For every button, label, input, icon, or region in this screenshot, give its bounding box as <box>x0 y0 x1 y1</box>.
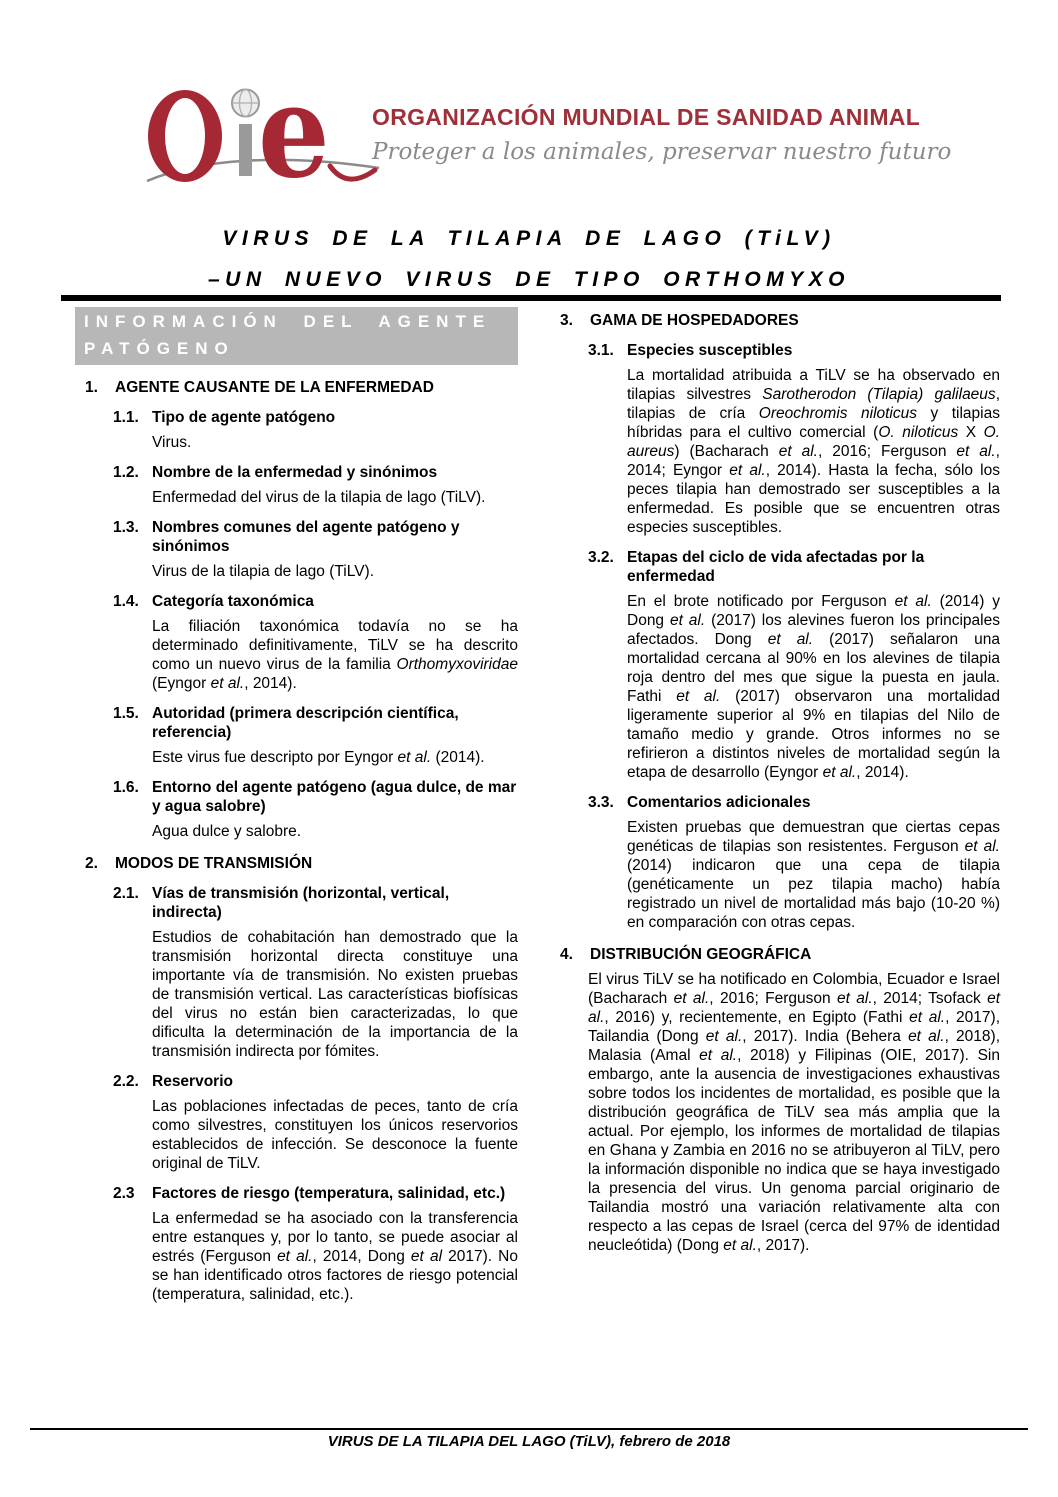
document-title <box>0 218 1058 300</box>
heading-number: 1.6. <box>113 779 139 796</box>
section-banner: INFORMACIÓN DEL AGENTE PATÓGENO <box>75 307 518 365</box>
heading-text: Categoría taxonómica <box>152 593 314 610</box>
subsection-heading <box>113 1184 518 1203</box>
heading-number: 3.2. <box>588 549 614 566</box>
section-heading <box>85 378 518 397</box>
paragraph: Este virus fue descripto por Eyngor et al. (2014). <box>152 749 485 766</box>
content-columns <box>85 307 1000 1311</box>
section-heading <box>560 945 1000 964</box>
paragraph: Existen pruebas que demuestran que ciertas cepas genéticas de tilapias son resistentes. Ferguson et al. (2014) indicaron que una cepa de tilapia (genéticamente un pez tilapia macho) había registrado un nivel de mortalidad más bajo (10-20 %) en comparación con otras cepas. <box>627 819 1000 931</box>
footer-text: VIRUS DE LA TILAPIA DEL LAGO (TiLV), febrero de 2018 <box>327 1433 731 1450</box>
subsection-heading <box>113 884 518 922</box>
org-name: ORGANIZACIÓN MUNDIAL DE SANIDAD ANIMAL <box>372 104 921 130</box>
section-heading <box>85 854 518 873</box>
title-line-2: –UN NUEVO VIRUS DE TIPO ORTHOMYXO <box>207 268 850 291</box>
heading-number: 3.1. <box>588 342 614 359</box>
subsection-heading <box>113 1072 518 1091</box>
title-line-1: VIRUS DE LA TILAPIA DE LAGO (TiLV) <box>222 227 836 250</box>
left-column <box>85 307 518 1311</box>
subsection-heading <box>588 341 1000 360</box>
heading-text: Nombre de la enfermedad y sinónimos <box>152 464 438 481</box>
paragraph: Enfermedad del virus de la tilapia de lago (TiLV). <box>152 489 486 506</box>
oie-logo-graphic <box>146 82 381 197</box>
paragraph: Estudios de cohabitación han demostrado que la transmisión horizontal directa constituye una importante vía de transmisión. No existen pruebas de transmisión vertical. Las características biofísicas del virus no están bien caracterizadas, lo que dificulta la determinación de la importancia de la transmisión indirecta por fómites. <box>152 929 518 1060</box>
subsection-heading <box>113 463 518 482</box>
heading-text: Vías de transmisión (horizontal, vertical, indirecta) <box>152 885 450 921</box>
heading-number: 3. <box>560 312 573 329</box>
heading-text: AGENTE CAUSANTE DE LA ENFERMEDAD <box>115 379 434 396</box>
right-column <box>560 307 1000 1262</box>
paragraph: Virus de la tilapia de lago (TiLV). <box>152 563 374 580</box>
subsection-heading <box>113 408 518 427</box>
subsection-heading <box>113 518 518 556</box>
paragraph: La mortalidad atribuida a TiLV se ha observado en tilapias silvestres Sarotherodon (Tilapia) galilaeus, tilapias de cría Oreochromis niloticus y tilapias híbridas para el cultivo comercial (O. niloticus X O. aureus) (Bacharach et al., 2016; Ferguson et al., 2014; Eyngor et al., 2014). Hasta la fecha, sólo los peces tilapia han demostrado ser susceptibles a la enfermedad. Es posible que se encuentren otras especies susceptibles. <box>627 367 1000 536</box>
heading-text: Autoridad (primera descripción científica, referencia) <box>152 705 459 741</box>
heading-number: 1.3. <box>113 519 139 536</box>
heading-text: MODOS DE TRANSMISIÓN <box>115 855 313 872</box>
paragraph: Virus. <box>152 434 192 451</box>
title-rule <box>61 295 1001 301</box>
heading-number: 4. <box>560 946 573 963</box>
paragraph: El virus TiLV se ha notificado en Colombia, Ecuador e Israel (Bacharach et al., 2016; Ferguson et al., 2014; Tsofack et al., 2016) y, recientemente, en Egipto (Fathi et al., 2017), Tailandia (Dong et al., 2017). India (Behera et al., 2018), Malasia (Amal et al., 2018) y Filipinas (OIE, 2017). Sin embargo, ante la ausencia de investigaciones exhaustivas sobre todos los incidentes de mortalidad, es posible que la distribución geográfica de TiLV sea más amplia que la actual. Por ejemplo, los informes de mortalidad de tilapias en Ghana y Zambia en 2016 no se atribuyeron al TiLV, pero la información disponible no indica que se haya investigado la presencia del virus. Un genoma parcial originario de Tailandia mostró una variación relativamente alta con respecto a las cepas de Israel (cerca del 97% de identidad neucleótida) (Dong et al., 2017). <box>588 971 1001 1254</box>
heading-number: 1.1. <box>113 409 139 426</box>
heading-text: Nombres comunes del agente patógeno y sinónimos <box>152 519 460 555</box>
paragraph: La enfermedad se ha asociado con la transferencia entre estanques y, por lo tanto, se puede asociar al estrés (Ferguson et al., 2014, Dong et al 2017). No se han identificado otros factores de riesgo potencial (temperatura, salinidad, etc.). <box>152 1210 518 1303</box>
oie-logo <box>146 82 381 202</box>
heading-number: 1. <box>85 379 98 396</box>
subsection-heading <box>588 793 1000 812</box>
subsection-heading <box>588 548 1000 586</box>
logo-swash <box>330 166 375 179</box>
logo-letter-i-stem <box>239 124 252 176</box>
heading-number: 1.2. <box>113 464 139 481</box>
paragraph: La filiación taxonómica todavía no se ha determinado definitivamente, TiLV se ha descrito como un nuevo virus de la familia Orthomyxoviridae (Eyngor et al., 2014). <box>152 618 518 692</box>
heading-text: Factores de riesgo (temperatura, salinidad, etc.) <box>152 1185 506 1202</box>
heading-text: Entorno del agente patógeno (agua dulce, de mar y agua salobre) <box>152 779 517 815</box>
heading-number: 2.3 <box>113 1185 135 1202</box>
footer-rule <box>30 1428 1028 1430</box>
heading-number: 2. <box>85 855 98 872</box>
paragraph: Agua dulce y salobre. <box>152 823 302 840</box>
heading-number: 1.5. <box>113 705 139 722</box>
heading-text: Tipo de agente patógeno <box>152 409 336 426</box>
section-heading <box>560 311 1000 330</box>
paragraph: En el brote notificado por Ferguson et al. (2014) y Dong et al. (2017) los alevines fueron los principales afectados. Dong et al. (2017) señalaron una mortalidad cercana al 90% en los alevines de tilapia roja dentro del mes que sigue la puesta en jaula. Fathi et al. (2017) observaron una mortalidad ligeramente superior al 9% en tilapias del Nilo de tamaño medio y grande. Otros informes no se refirieron a distintos niveles de mortalidad según la etapa de desarrollo (Eyngor et al., 2014). <box>627 593 1000 781</box>
subsection-heading <box>113 704 518 742</box>
heading-text: Reservorio <box>152 1073 233 1090</box>
subsection-heading <box>113 592 518 611</box>
heading-number: 2.1. <box>113 885 139 902</box>
org-tagline: Proteger a los animales, preservar nuestro futuro <box>372 139 952 165</box>
heading-number: 2.2. <box>113 1073 139 1090</box>
paragraph: Las poblaciones infectadas de peces, tanto de cría como silvestres, constituyen los únicos reservorios establecidos de infección. Se desconoce la fuente original de TiLV. <box>152 1098 518 1172</box>
logo-letter-e: e <box>258 82 330 197</box>
heading-text: Especies susceptibles <box>627 342 793 359</box>
heading-number: 3.3. <box>588 794 614 811</box>
subsection-heading <box>113 778 518 816</box>
heading-text: Comentarios adicionales <box>627 794 811 811</box>
heading-text: Etapas del ciclo de vida afectadas por la enfermedad <box>627 549 925 585</box>
heading-number: 1.4. <box>113 593 139 610</box>
heading-text: DISTRIBUCIÓN GEOGRÁFICA <box>590 946 812 963</box>
globe-icon <box>232 90 259 117</box>
heading-text: GAMA DE HOSPEDADORES <box>590 312 799 329</box>
